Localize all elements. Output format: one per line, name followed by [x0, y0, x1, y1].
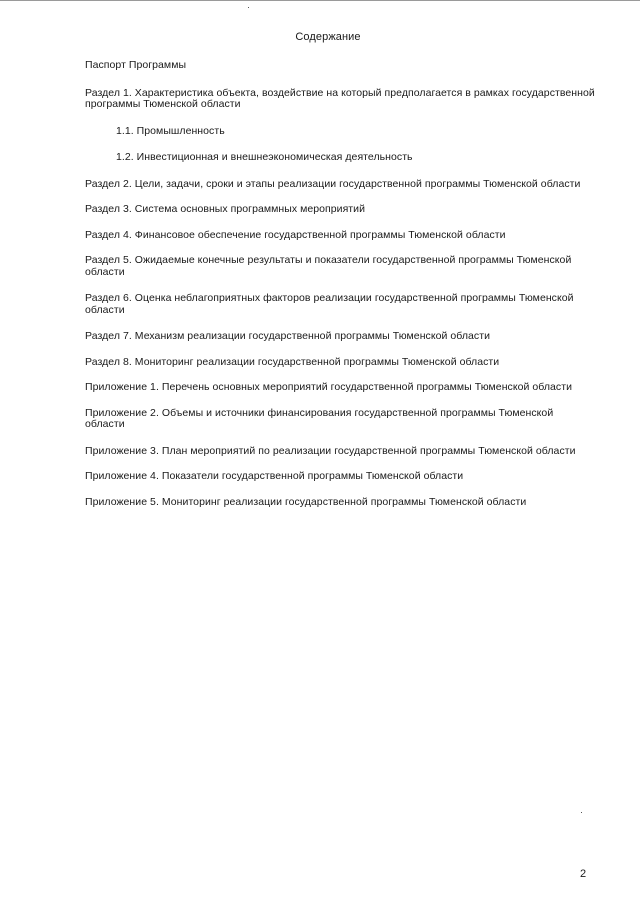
toc-entry-passport: Паспорт Программы — [85, 59, 187, 71]
toc-entry-subsection-1-2: 1.2. Инвестиционная и внешнеэкономическая деятельность — [116, 151, 413, 163]
toc-entry-subsection-1-1: 1.1. Промышленность — [116, 124, 225, 137]
table-of-contents — [85, 60, 595, 508]
toc-entry-section-6: Раздел 6. Оценка неблагоприятных факторов реализации государственной программы Тюменской области — [85, 292, 574, 316]
toc-entry-section-7: Раздел 7. Механизм реализации государственной программы Тюменской области — [85, 330, 491, 342]
toc-entry-appendix-4: Приложение 4. Показатели государственной программы Тюменской области — [85, 470, 464, 482]
scan-speck — [581, 812, 582, 813]
toc-entry-section-3: Раздел 3. Система основных программных мероприятий — [85, 203, 365, 215]
toc-entry-section-8: Раздел 8. Мониторинг реализации государственной программы Тюменской области — [85, 355, 500, 368]
scan-edge-line — [0, 0, 640, 1]
toc-entry-section-4: Раздел 4. Финансовое обеспечение государственной программы Тюменской области — [85, 228, 506, 241]
toc-entry-section-1: Раздел 1. Характеристика объекта, воздействие на который предполагается в рамках государственной программы Тюменской области — [85, 86, 595, 110]
page-title: Содержание — [295, 31, 361, 43]
toc-entry-appendix-2: Приложение 2. Объемы и источники финансирования государственной программы Тюменской области — [85, 406, 554, 430]
toc-entry-appendix-3: Приложение 3. План мероприятий по реализации государственной программы Тюменской области — [85, 444, 576, 457]
toc-entry-section-5: Раздел 5. Ожидаемые конечные результаты и показатели государственной программы Тюменской области — [85, 254, 572, 278]
toc-entry-appendix-1: Приложение 1. Перечень основных мероприятий государственной программы Тюменской области — [85, 381, 573, 393]
toc-entry-section-2: Раздел 2. Цели, задачи, сроки и этапы реализации государственной программы Тюменской области — [85, 177, 581, 190]
scan-speck — [248, 7, 249, 8]
toc-entry-appendix-5: Приложение 5. Мониторинг реализации государственной программы Тюменской области — [85, 495, 527, 508]
page-number: 2 — [580, 868, 587, 880]
